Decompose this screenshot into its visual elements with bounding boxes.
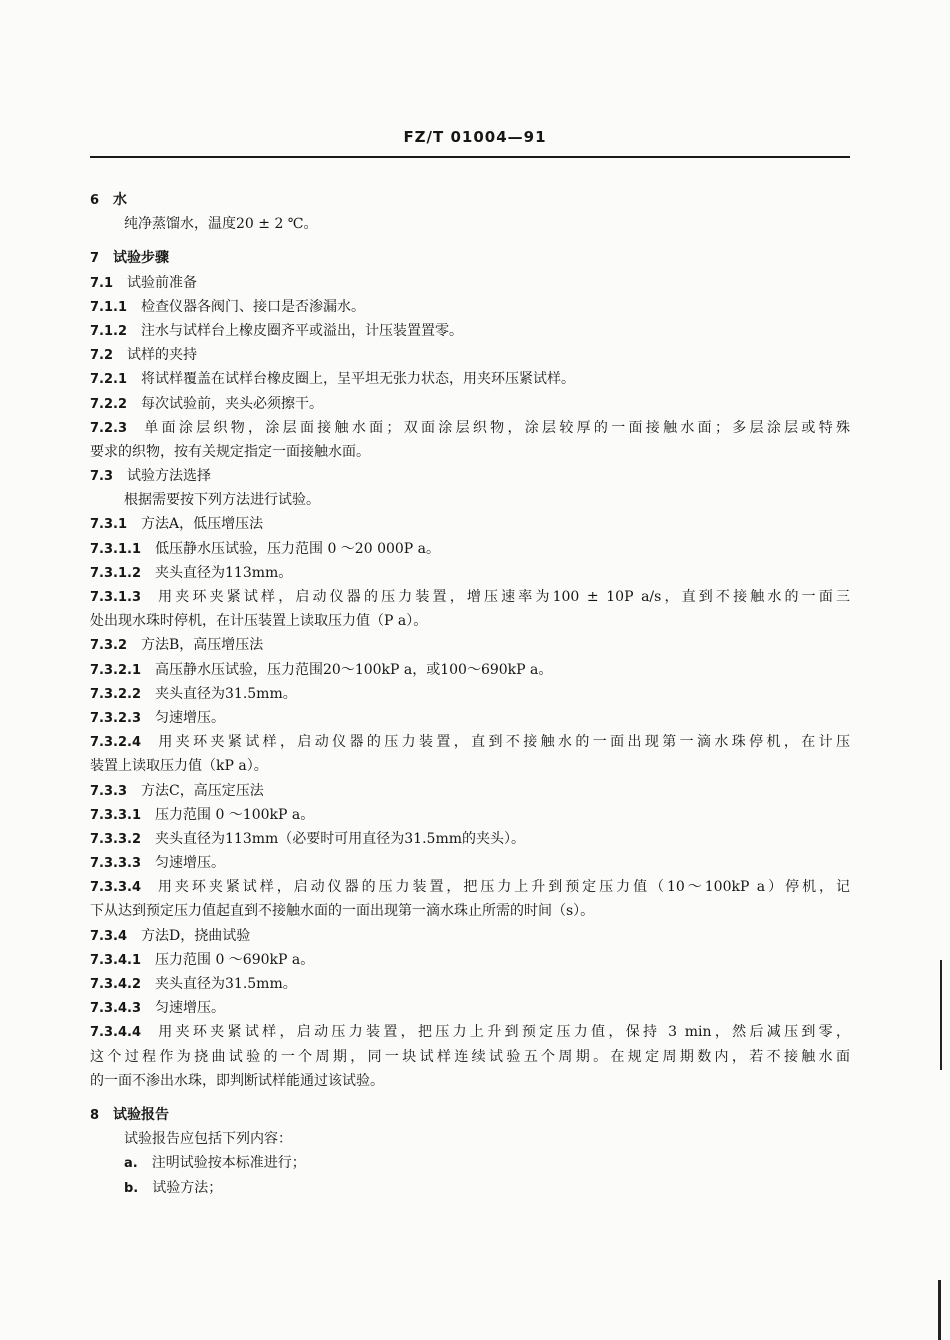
clause-text: 下从达到预定压力值起直到不接触水面的一面出现第一滴水珠止所需的时间（s）。	[90, 903, 595, 920]
clause-text: 试验步骤	[113, 250, 170, 267]
scan-mark	[940, 960, 942, 1070]
section-heading	[90, 188, 850, 212]
clause-number: 7.1.2	[90, 323, 128, 339]
list-item	[90, 1176, 850, 1200]
paragraph-continuation	[90, 754, 850, 778]
clause-number: b.	[124, 1180, 139, 1196]
clause-text: 纯净蒸馏水，温度20 ± 2 ℃。	[124, 216, 318, 233]
clause-number: 7.2.2	[90, 396, 128, 412]
clause-number: 7.3.4	[90, 928, 128, 944]
clause-number: 7.3.2	[90, 638, 128, 654]
clause-text: 低压静水压试验，压力范围 0 ～20 000P a。	[155, 540, 441, 557]
clause-item	[90, 924, 850, 948]
clause-text: 夹头直径为113mm。	[155, 564, 293, 581]
clause-text: 试样的夹持	[127, 347, 198, 364]
clause-text: 试验前准备	[127, 274, 198, 291]
clause-item	[90, 803, 850, 827]
clause-text: 每次试验前，夹头必须擦干。	[141, 395, 324, 412]
clause-number: 7.2.3	[90, 420, 128, 436]
clause-number: 7.2.1	[90, 372, 128, 388]
clause-text: 单面涂层织物，涂层面接触水面；双面涂层织物，涂层较厚的一面接触水面；多层涂层或特殊	[141, 419, 850, 436]
paragraph-continuation	[90, 1069, 850, 1093]
clause-number: 7.3.3.1	[90, 807, 141, 823]
clause-item	[90, 319, 850, 343]
clause-text: 检查仪器各阀门、接口是否渗漏水。	[141, 298, 366, 315]
clause-number: 7.3.1.2	[90, 565, 141, 581]
clause-item	[90, 779, 850, 803]
clause-item	[90, 730, 850, 754]
clause-text: 的一面不渗出水珠，即判断试样能通过该试验。	[90, 1072, 384, 1089]
standard-number-header: FZ/T 01004—91	[403, 128, 547, 146]
clause-item	[90, 537, 850, 561]
clause-item	[90, 464, 850, 488]
clause-number: 6	[90, 193, 100, 208]
clause-text: 试验方法选择	[127, 468, 212, 485]
clause-text: 这个过程作为挠曲试验的一个周期，同一块试样连续试验五个周期。在规定周期数内，若不接触水面	[90, 1048, 850, 1065]
clause-text: 将试样覆盖在试样台橡皮圈上，呈平坦无张力状态，用夹环压紧试样。	[141, 371, 576, 388]
clause-item	[90, 367, 850, 391]
clause-number: 7.3.2.2	[90, 686, 141, 702]
clause-number: 7.3.4.1	[90, 952, 141, 968]
clause-number: 7.3.2.3	[90, 710, 141, 726]
clause-item	[90, 658, 850, 682]
scan-mark	[938, 1280, 941, 1340]
document-body	[90, 188, 850, 1200]
clause-text: 方法C，高压定压法	[141, 782, 264, 799]
clause-text: 注明试验按本标准进行；	[151, 1155, 306, 1172]
clause-item	[90, 343, 850, 367]
clause-text: 装置上读取压力值（kP a）。	[90, 758, 268, 775]
clause-text: 压力范围 0 ～690kP a。	[155, 951, 315, 968]
clause-number: 7.3.2.4	[90, 735, 141, 751]
clause-text: 用夹环夹紧试样，启动压力装置，把压力上升到预定压力值，保持 3 min，然后减压到零，	[155, 1024, 850, 1041]
clause-text: 试验方法；	[152, 1179, 223, 1196]
clause-text: 夹头直径为31.5mm。	[155, 685, 297, 702]
clause-item	[90, 1020, 850, 1044]
paragraph-line	[90, 488, 850, 512]
clause-number: 7.3.3.4	[90, 880, 141, 896]
clause-item	[90, 561, 850, 585]
clause-number: a.	[124, 1156, 138, 1172]
clause-text: 压力范围 0 ～100kP a。	[155, 806, 315, 823]
clause-text: 要求的织物，按有关规定指定一面接触水面。	[90, 443, 370, 460]
clause-text: 水	[113, 192, 128, 208]
clause-text: 用夹环夹紧试样，启动仪器的压力装置，增压速率为100 ± 10P a/s，直到不接触水的一面三	[155, 589, 850, 605]
clause-item	[90, 633, 850, 657]
clause-number: 7.3.3.2	[90, 831, 141, 847]
paragraph-continuation	[90, 1045, 850, 1069]
paragraph-line	[90, 1127, 850, 1151]
clause-text: 匀速增压。	[155, 855, 225, 872]
clause-number: 7.3	[90, 469, 114, 485]
clause-text: 高压静水压试验，压力范围20～100kP a，或100～690kP a。	[155, 661, 553, 678]
clause-number: 7.3.2.1	[90, 662, 141, 678]
clause-text: 注水与试样台上橡皮圈齐平或溢出，计压装置置零。	[141, 322, 464, 339]
clause-number: 7.3.3.3	[90, 856, 141, 872]
clause-number: 7.1.1	[90, 299, 128, 315]
clause-number: 7.3.4.2	[90, 977, 141, 992]
clause-item	[90, 706, 850, 730]
clause-item	[90, 392, 850, 416]
clause-text: 夹头直径为113mm（必要时可用直径为31.5mm的夹头）。	[155, 830, 525, 847]
clause-text: 匀速增压。	[155, 1000, 225, 1017]
paragraph-continuation	[90, 440, 850, 464]
section-heading	[90, 246, 850, 270]
clause-number: 7.3.4.3	[90, 1001, 141, 1017]
clause-number: 7.3.4.4	[90, 1025, 141, 1041]
clause-item	[90, 295, 850, 319]
paragraph-line	[90, 212, 850, 236]
clause-number: 7	[90, 251, 100, 267]
clause-item	[90, 875, 850, 899]
clause-text: 夹头直径为31.5mm。	[155, 976, 297, 992]
clause-item	[90, 585, 850, 609]
list-item	[90, 1151, 850, 1175]
paragraph-continuation	[90, 609, 850, 633]
clause-item	[90, 948, 850, 972]
clause-text: 方法A，低压增压法	[141, 516, 264, 533]
clause-text: 用夹环夹紧试样，启动仪器的压力装置，把压力上升到预定压力值（10～100kP a）停机，记	[155, 879, 850, 896]
clause-text: 根据需要按下列方法进行试验。	[124, 492, 320, 509]
clause-text: 方法B，高压增压法	[141, 637, 264, 654]
clause-text: 匀速增压。	[155, 709, 225, 726]
clause-text: 处出现水珠时停机，在计压装置上读取压力值（P a）。	[90, 613, 428, 630]
clause-number: 7.3.3	[90, 783, 128, 799]
clause-item	[90, 682, 850, 706]
clause-item	[90, 996, 850, 1020]
clause-item	[90, 271, 850, 295]
clause-number: 7.2	[90, 348, 114, 364]
clause-number: 8	[90, 1107, 100, 1123]
clause-item	[90, 512, 850, 536]
clause-item	[90, 972, 850, 996]
clause-number: 7.1	[90, 275, 114, 291]
clause-item	[90, 827, 850, 851]
clause-item	[90, 416, 850, 440]
clause-text: 用夹环夹紧试样，启动仪器的压力装置，直到不接触水的一面出现第一滴水珠停机，在计压	[155, 734, 850, 751]
clause-text: 试验报告应包括下列内容：	[124, 1131, 292, 1148]
clause-number: 7.3.1	[90, 517, 128, 533]
paragraph-continuation	[90, 899, 850, 923]
clause-number: 7.3.1.1	[90, 541, 141, 557]
section-heading	[90, 1103, 850, 1127]
header-rule	[90, 156, 850, 158]
clause-text: 方法D，挠曲试验	[141, 927, 251, 944]
clause-item	[90, 851, 850, 875]
clause-text: 试验报告	[113, 1106, 170, 1123]
clause-number: 7.3.1.3	[90, 590, 141, 605]
